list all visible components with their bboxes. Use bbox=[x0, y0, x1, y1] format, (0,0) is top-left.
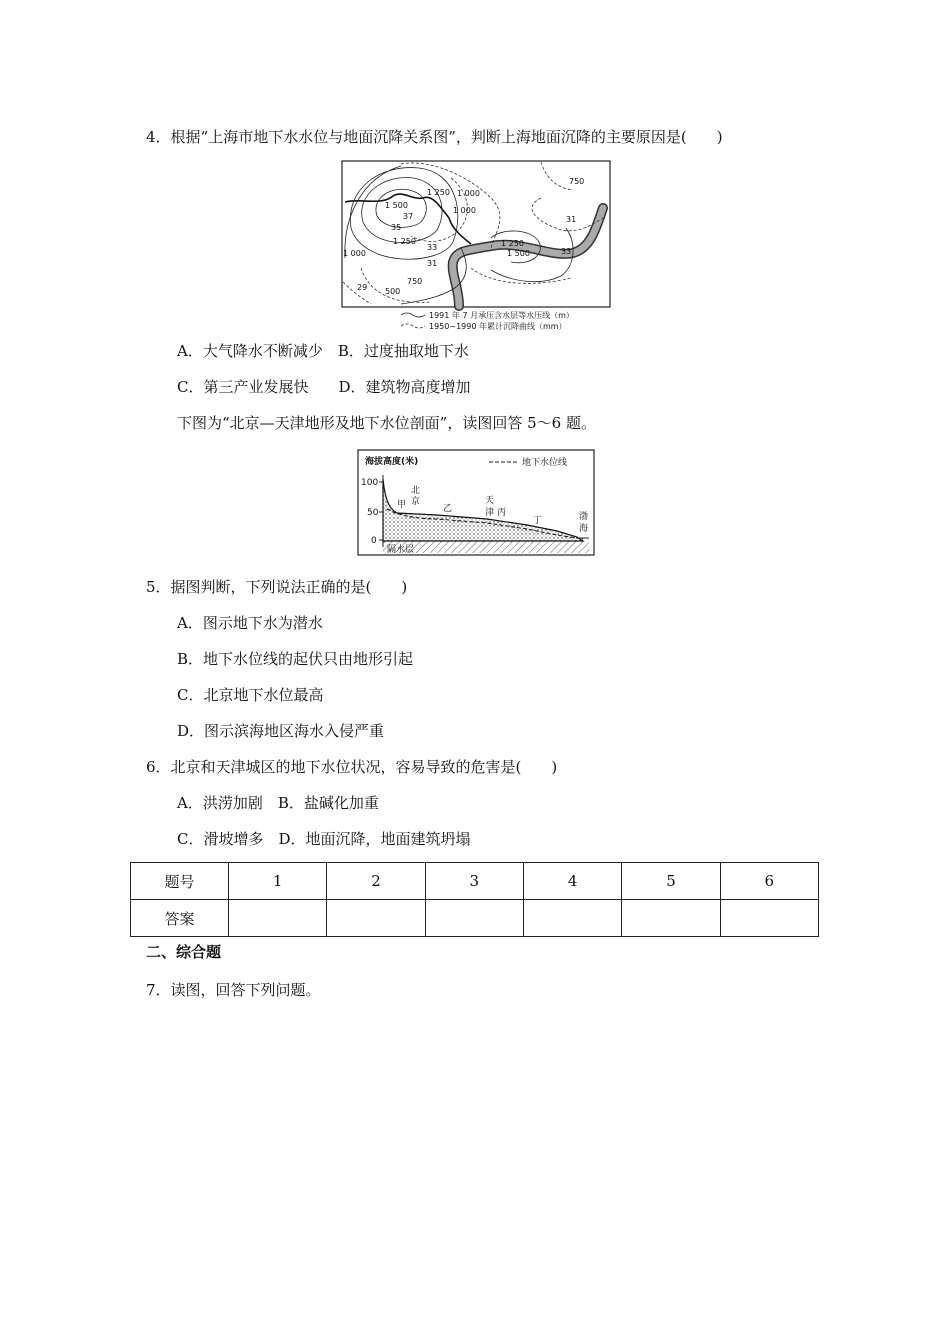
map-label: 37 bbox=[403, 212, 414, 221]
y-tick-label: 100 bbox=[361, 478, 379, 488]
question-5-option-d: D．图示滨海地区海水入侵严重 bbox=[177, 722, 385, 740]
question-4-options-ab: A．大气降水不断减少 B．过度抽取地下水 bbox=[177, 342, 469, 360]
map-label: 31 bbox=[427, 259, 438, 268]
question-number: 4 bbox=[523, 863, 621, 900]
question-6-stem: 6．北京和天津城区的地下水位状况，容易导致的危害是( ) bbox=[146, 758, 558, 776]
question-5-option-a: A．图示地下水为潜水 bbox=[177, 614, 323, 632]
answer-cell[interactable] bbox=[425, 900, 523, 937]
answer-cell[interactable] bbox=[720, 900, 818, 937]
question-5-option-b: B．地下水位线的起伏只由地形引起 bbox=[177, 650, 414, 668]
map-label: 31 bbox=[566, 215, 577, 224]
shanghai-subsidence-map bbox=[341, 158, 611, 333]
map-label: 33 bbox=[561, 247, 572, 256]
aquiclude-label: 隔水层 bbox=[387, 545, 415, 555]
y-axis-label: 海拔高度(米) bbox=[365, 457, 419, 467]
section-2-heading: 二、综合题 bbox=[146, 943, 222, 961]
map-label: 1 250 bbox=[393, 237, 416, 246]
map-label: 1 000 bbox=[343, 249, 366, 258]
place-bohai-2: 海 bbox=[579, 524, 589, 534]
map-label: 750 bbox=[407, 277, 423, 286]
y-tick-label: 50 bbox=[367, 508, 379, 518]
table-row bbox=[131, 900, 819, 937]
map-label: 35 bbox=[391, 223, 402, 232]
map-label: 29 bbox=[357, 283, 368, 292]
intro-5-6: 下图为“北京—天津地形及地下水位剖面”，读图回答 5～6 题。 bbox=[177, 414, 596, 432]
question-number: 1 bbox=[229, 863, 327, 900]
answer-cell[interactable] bbox=[229, 900, 327, 937]
map-label: 1 250 bbox=[501, 239, 524, 248]
map-legend-item: 1950~1990 年累计沉降曲线（mm） bbox=[429, 322, 567, 331]
map-label: 1 250 bbox=[427, 188, 450, 197]
map-label: 1 500 bbox=[507, 249, 530, 258]
row-label: 题号 bbox=[131, 863, 229, 900]
answer-cell[interactable] bbox=[327, 900, 425, 937]
question-7-stem: 7．读图，回答下列问题。 bbox=[146, 981, 321, 999]
map-label: 1 500 bbox=[385, 201, 408, 210]
place-bing: 丙 bbox=[497, 508, 507, 518]
question-number: 3 bbox=[425, 863, 523, 900]
legend-label: 地下水位线 bbox=[522, 458, 568, 468]
y-tick-label: 0 bbox=[371, 536, 377, 546]
row-label: 答案 bbox=[131, 900, 229, 937]
map-label: 500 bbox=[385, 287, 401, 296]
answer-cell[interactable] bbox=[622, 900, 720, 937]
place-yi: 乙 bbox=[443, 504, 453, 514]
question-4-stem: 4．根据“上海市地下水水位与地面沉降关系图”，判断上海地面沉降的主要原因是( ) bbox=[146, 128, 723, 146]
place-jia: 甲 bbox=[397, 500, 407, 510]
table-row bbox=[131, 863, 819, 900]
place-tianjin-1: 天 bbox=[485, 496, 495, 506]
place-beijing-2: 京 bbox=[411, 497, 421, 507]
answer-cell[interactable] bbox=[523, 900, 621, 937]
question-number: 5 bbox=[622, 863, 720, 900]
question-number: 6 bbox=[720, 863, 818, 900]
map-label: 750 bbox=[569, 177, 585, 186]
map-label: 1 000 bbox=[457, 189, 480, 198]
question-number: 2 bbox=[327, 863, 425, 900]
map-label: 1 000 bbox=[453, 206, 476, 215]
answer-table bbox=[130, 862, 819, 937]
question-5-stem: 5．据图判断，下列说法正确的是( ) bbox=[146, 578, 408, 596]
place-beijing-1: 北 bbox=[411, 486, 421, 496]
place-ding: 丁 bbox=[533, 516, 543, 526]
place-tianjin-2: 津 bbox=[485, 508, 495, 518]
beijing-tianjin-profile bbox=[357, 449, 595, 557]
map-legend-item: 1991 年 7 月承压含水层等水压线（m） bbox=[429, 311, 574, 320]
question-6-options-ab: A．洪涝加剧 B．盐碱化加重 bbox=[177, 794, 379, 812]
question-4-options-cd: C．第三产业发展快 D．建筑物高度增加 bbox=[177, 378, 471, 396]
map-label: 33 bbox=[427, 243, 438, 252]
question-6-options-cd: C．滑坡增多 D．地面沉降，地面建筑坍塌 bbox=[177, 830, 471, 848]
question-5-option-c: C．北京地下水位最高 bbox=[177, 686, 324, 704]
place-bohai-1: 渤 bbox=[579, 512, 589, 522]
